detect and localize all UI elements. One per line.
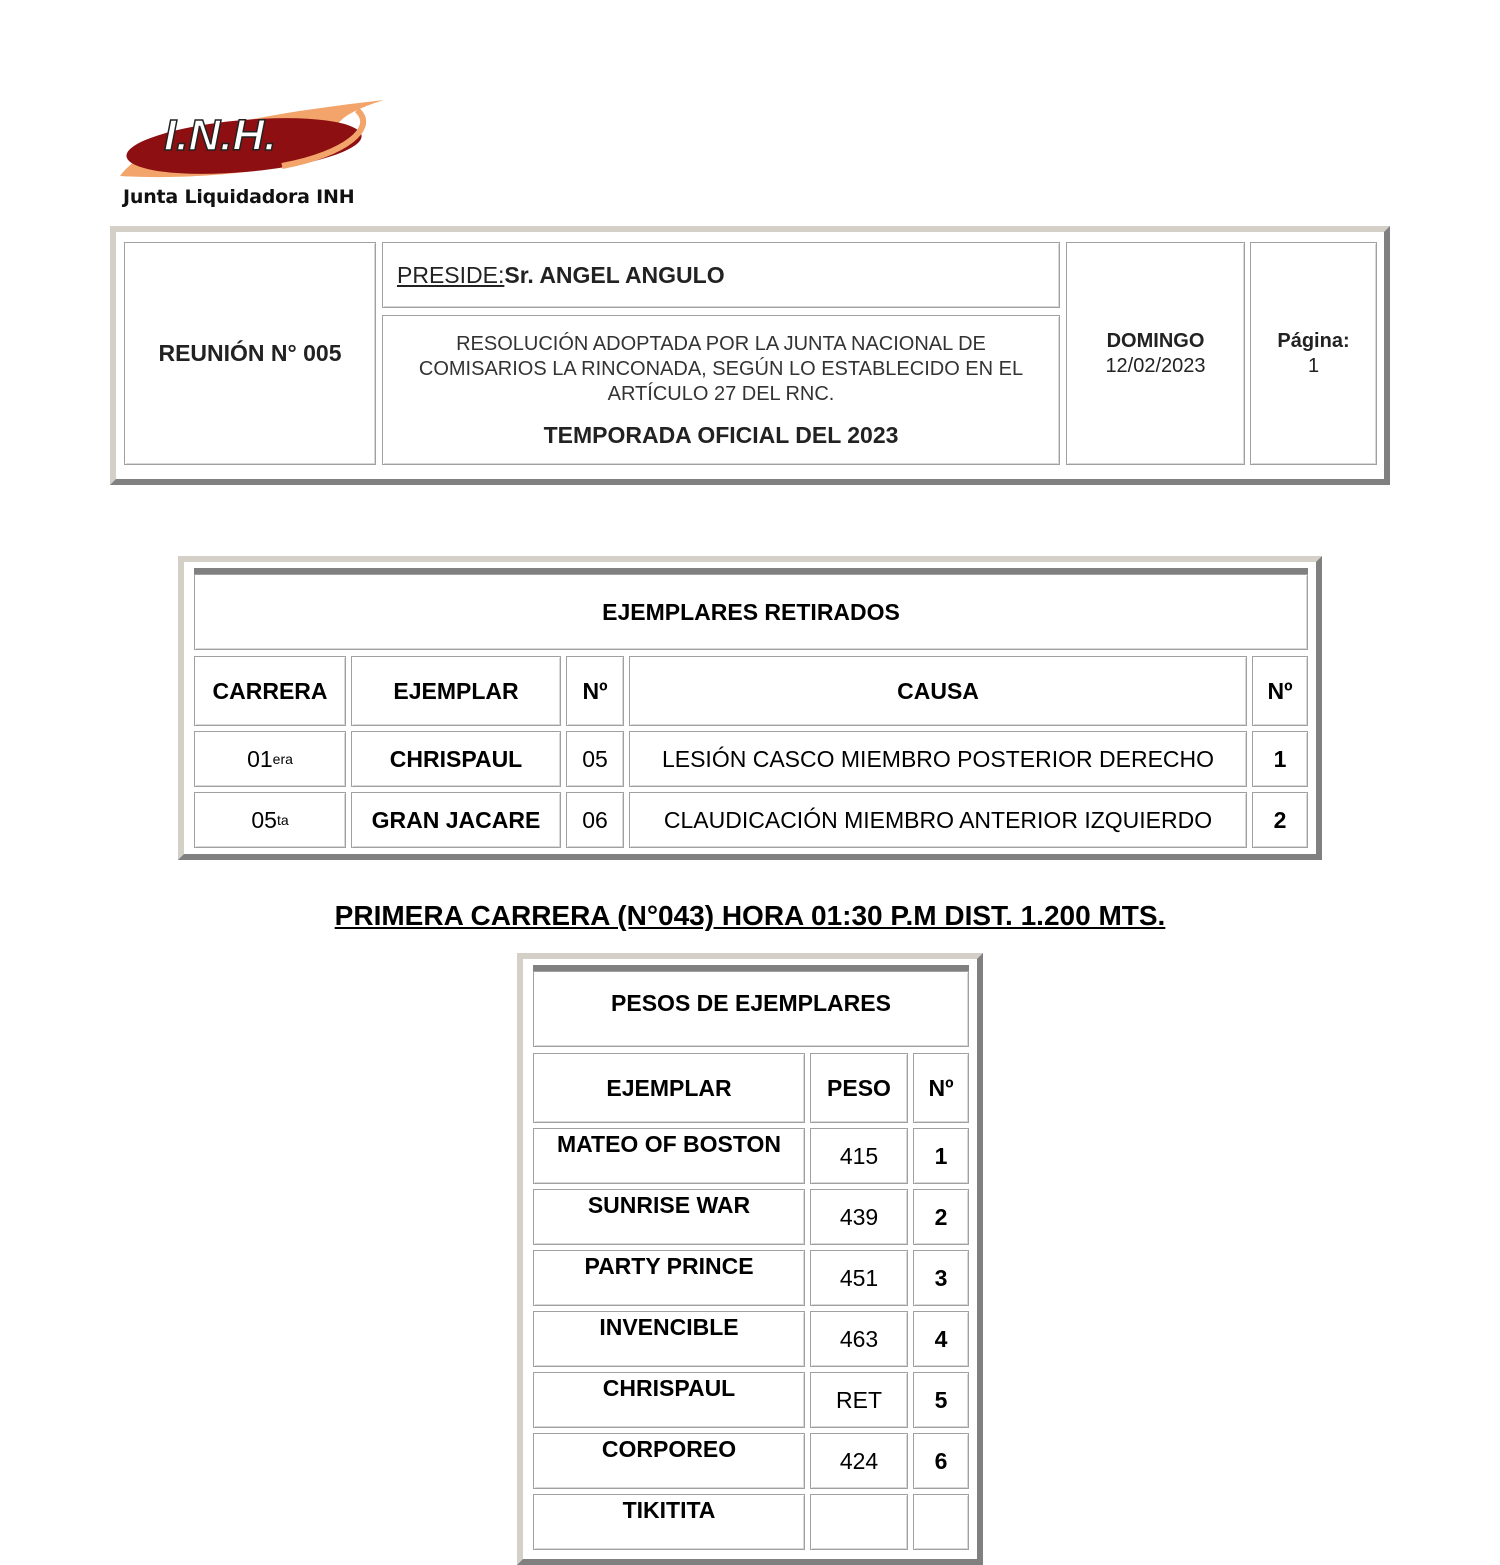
pesos-title: PESOS DE EJEMPLARES: [533, 971, 969, 1047]
peso-value: RET: [810, 1372, 908, 1428]
retirado-carrera: 05 ta: [194, 792, 346, 848]
retirado-causa: LESIÓN CASCO MIEMBRO POSTERIOR DERECHO: [629, 731, 1247, 787]
resolucion-cell: [382, 315, 1060, 465]
inh-logo: [112, 92, 392, 192]
col-header-numero: Nº: [566, 656, 624, 726]
peso-value: 451: [810, 1250, 908, 1306]
peso-value: [810, 1494, 908, 1550]
col-header-carrera: CARRERA: [194, 656, 346, 726]
retirado-n: 1: [1252, 731, 1308, 787]
retirados-title: EJEMPLARES RETIRADOS: [194, 574, 1308, 650]
col-header-peso: PESO: [810, 1053, 908, 1123]
peso-n: 1: [913, 1128, 969, 1184]
col-header-n: Nº: [1252, 656, 1308, 726]
peso-value: 424: [810, 1433, 908, 1489]
preside-name: Sr. ANGEL ANGULO: [504, 261, 725, 288]
retirado-carrera: 01 era: [194, 731, 346, 787]
resolucion-text: RESOLUCIÓN ADOPTADA POR LA JUNTA NACIONAL DE COMISARIOS LA RINCONADA, SEGÚN LO ESTABLECIDO EN EL ARTÍCULO 27 DEL RNC.: [418, 333, 1024, 405]
peso-ejemplar: PARTY PRINCE: [533, 1250, 805, 1306]
peso-n: 4: [913, 1311, 969, 1367]
pagina-cell: [1250, 242, 1377, 465]
peso-n: [913, 1494, 969, 1550]
retirado-n: 2: [1252, 792, 1308, 848]
peso-value: 463: [810, 1311, 908, 1367]
header-table: [110, 226, 1390, 485]
peso-ejemplar: TIKITITA: [533, 1494, 805, 1550]
reunion-number: REUNIÓN N° 005: [124, 242, 376, 465]
peso-ejemplar: MATEO OF BOSTON: [533, 1128, 805, 1184]
col-header-n: Nº: [913, 1053, 969, 1123]
peso-ejemplar: CORPOREO: [533, 1433, 805, 1489]
col-header-causa: CAUSA: [629, 656, 1247, 726]
dia-label: DOMINGO: [1106, 329, 1205, 352]
pesos-table: [517, 953, 983, 1565]
peso-ejemplar: SUNRISE WAR: [533, 1189, 805, 1245]
retirado-numero: 06: [566, 792, 624, 848]
peso-ejemplar: INVENCIBLE: [533, 1311, 805, 1367]
peso-n: 5: [913, 1372, 969, 1428]
logo-caption: Junta Liquidadora INH: [123, 186, 355, 208]
retirado-causa: CLAUDICACIÓN MIEMBRO ANTERIOR IZQUIERDO: [629, 792, 1247, 848]
peso-n: 3: [913, 1250, 969, 1306]
fecha-value: 12/02/2023: [1105, 354, 1206, 377]
svg-text:I.N.H.: I.N.H.: [164, 111, 277, 160]
peso-n: 2: [913, 1189, 969, 1245]
peso-n: 6: [913, 1433, 969, 1489]
col-header-ejemplar: EJEMPLAR: [351, 656, 561, 726]
fecha-cell: [1066, 242, 1245, 465]
pagina-label: Página:: [1277, 329, 1350, 352]
pagina-value: 1: [1307, 354, 1320, 377]
retirado-ejemplar: CHRISPAUL: [351, 731, 561, 787]
peso-value: 415: [810, 1128, 908, 1184]
retirados-table: [178, 556, 1322, 860]
race-title: PRIMERA CARRERA (N°043) HORA 01:30 P.M DIST. 1.200 MTS.: [334, 900, 1166, 931]
peso-value: 439: [810, 1189, 908, 1245]
preside-cell: [382, 242, 1060, 308]
col-header-ejemplar: EJEMPLAR: [533, 1053, 805, 1123]
temporada-text: TEMPORADA OFICIAL DEL 2023: [543, 422, 899, 448]
preside-label: PRESIDE:: [397, 261, 505, 288]
retirado-numero: 05: [566, 731, 624, 787]
peso-ejemplar: CHRISPAUL: [533, 1372, 805, 1428]
retirado-ejemplar: GRAN JACARE: [351, 792, 561, 848]
